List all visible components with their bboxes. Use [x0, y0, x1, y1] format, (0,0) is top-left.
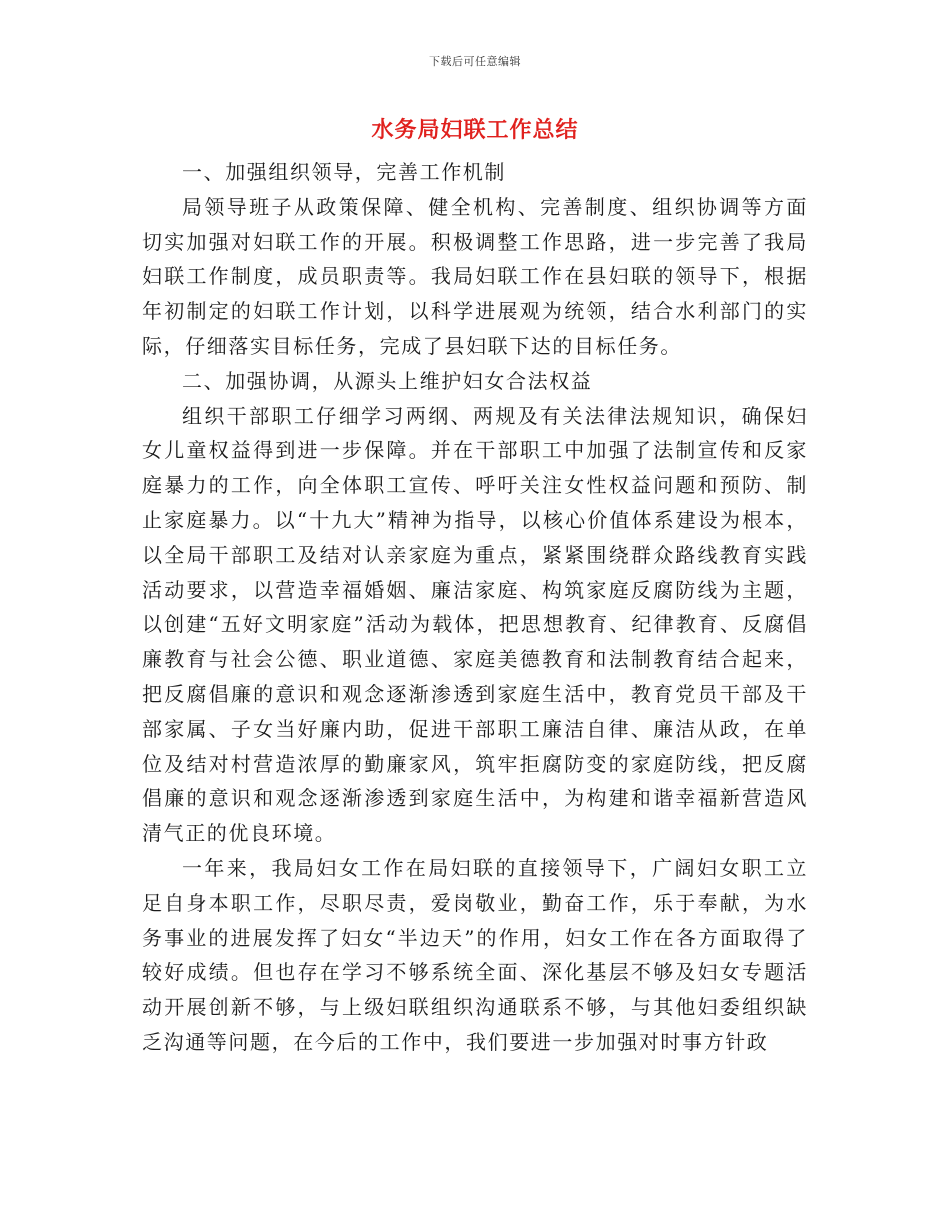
document-body: [142, 155, 808, 1060]
section-heading-2: 二、加强协调，从源头上维护妇女合法权益: [182, 368, 593, 393]
paragraph-1: 局领导班子从政策保障、健全机构、完善制度、组织协调等方面切实加强对妇联工作的开展。积极调整工作思路，进一步完善了我局妇联工作制度，成员职责等。我局妇联工作在县妇联的领导下，根据年初制定的妇联工作计划，以科学进展观为统领，结合水利部门的实际，仔细落实目标任务，完成了县妇联下达的目标任务。: [142, 194, 808, 358]
paragraph-2: 组织干部职工仔细学习两纲、两规及有关法律法规知识，确保妇女儿童权益得到进一步保障。并在干部职工中加强了法制宣传和反家庭暴力的工作，向全体职工宣传、呼吁关注女性权益问题和预防、制止家庭暴力。以“十九大”精神为指导，以核心价值体系建设为根本，以全局干部职工及结对认亲家庭为重点，紧紧围绕群众路线教育实践活动要求，以营造幸福婚姻、廉洁家庭、构筑家庭反腐防线为主题，以创建“五好文明家庭”活动为载体，把思想教育、纪律教育、反腐倡廉教育与社会公德、职业道德、家庭美德教育和法制教育结合起来，把反腐倡廉的意识和观念逐渐渗透到家庭生活中，教育党员干部及干部家属、子女当好廉内助，促进干部职工廉洁自律、廉洁从政，在单位及结对村营造浓厚的勤廉家风，筑牢拒腐防变的家庭防线，把反腐倡廉的意识和观念逐渐渗透到家庭生活中，为构建和谐幸福新营造风清气正的优良环境。: [142, 403, 808, 846]
document-title: 水务局妇联工作总结: [371, 118, 579, 143]
section-heading-1: 一、加强组织领导，完善工作机制: [182, 160, 506, 184]
header-note: 下载后可任意编辑: [429, 55, 521, 68]
paragraph-3: 一年来，我局妇女工作在局妇联的直接领导下，广阔妇女职工立足自身本职工作，尽职尽责，爱岗敬业，勤奋工作，乐于奉献，为水务事业的进展发挥了妇女“半边天”的作用，妇女工作在各方面取得了较好成绩。但也存在学习不够系统全面、深化基层不够及妇女专题活动开展创新不够，与上级妇联组织沟通联系不够，与其他妇委组织缺乏沟通等问题，在今后的工作中，我们要进一步加强对时事方针政: [142, 855, 808, 1054]
